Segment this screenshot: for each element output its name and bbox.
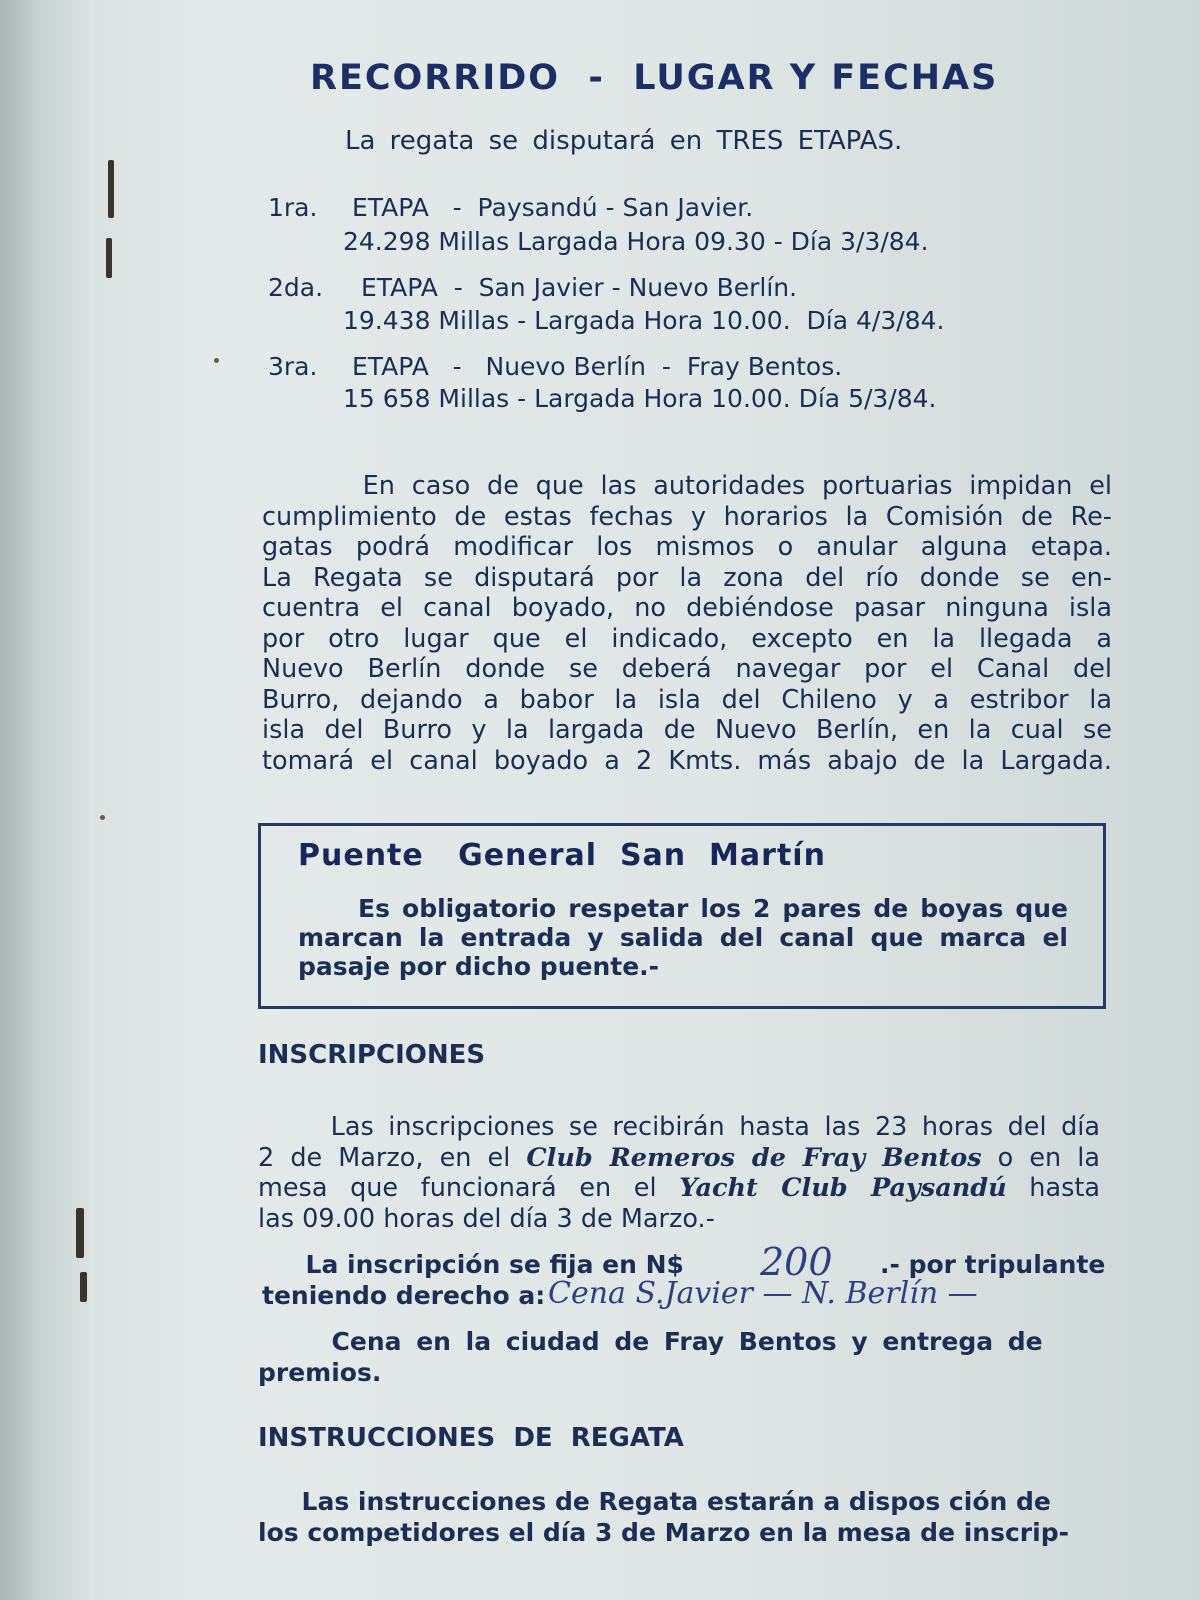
instrucciones-line: los competidores el día 3 de Marzo en la mesa de inscrip-: [258, 1518, 1069, 1547]
notice-line: pasaje por dicho puente.-: [298, 952, 660, 981]
paragraph-line: En caso de que las autoridades portuarias impidan el: [262, 471, 1112, 501]
stage-2-route: ETAPA - San Javier - Nuevo Berlín.: [361, 273, 798, 302]
inscripciones-heading: INSCRIPCIONES: [258, 1040, 486, 1070]
stage-1-label: 1ra.: [268, 193, 318, 222]
page-title: RECORRIDO - LUGAR Y FECHAS: [310, 58, 999, 98]
stage-3-label: 3ra.: [268, 352, 318, 381]
fee-line-start: La inscripción se fija en N$: [262, 1250, 684, 1279]
paragraph-line: gatas podrá modificar los mismos o anular alguna etapa.: [262, 532, 1112, 562]
paragraph-line: Burro, dejando a babor la isla del Chileno y a estribor la: [262, 684, 1112, 715]
bridge-notice-body: [298, 894, 1068, 981]
paragraph-line: La Regata se disputará por la zona del río donde se en-: [262, 562, 1112, 593]
text-fragment: mesa que funcionará en el: [258, 1173, 680, 1203]
inscripciones-line: las 09.00 horas del día 3 de Marzo.-: [258, 1203, 715, 1234]
inscripciones-line: Las inscripciones se recibirán hasta las 23 horas del día: [258, 1112, 1100, 1142]
handwritten-fee-amount: 200: [760, 1240, 833, 1284]
paragraph-line: cumplimiento de estas fechas y horarios la Comisión de Re-: [262, 501, 1112, 532]
stage-2-details: 19.438 Millas - Largada Hora 10.00. Día 4/3/84.: [343, 306, 945, 335]
instrucciones-heading: INSTRUCCIONES DE REGATA: [258, 1423, 684, 1453]
notice-line: marcan la entrada y salida del canal que marca el: [298, 923, 1068, 952]
yacht-club-name: Yacht Club Paysandú: [679, 1173, 1007, 1203]
stage-3-route: ETAPA - Nuevo Berlín - Fray Bentos.: [352, 352, 843, 381]
dinner-line: Cena en la ciudad de Fray Bentos y entrega de: [258, 1327, 1043, 1356]
fee-line-end: .- por tripulante: [880, 1250, 1106, 1279]
notice-line: Es obligatorio respetar los 2 pares de boyas que: [298, 894, 1068, 923]
handwritten-entitlement: Cena S.Javier — N. Berlín —: [548, 1276, 978, 1311]
entitlement-label: teniendo derecho a:: [262, 1281, 546, 1310]
stage-3-details: 15 658 Millas - Largada Hora 10.00. Día 5/3/84.: [343, 384, 937, 413]
text-fragment: o en la: [981, 1142, 1100, 1173]
inscripciones-paragraph: [258, 1112, 1100, 1234]
intro-text: La regata se disputará en TRES ETAPAS.: [345, 126, 903, 156]
text-fragment: hasta: [1006, 1173, 1100, 1203]
conditions-paragraph: [262, 471, 1112, 776]
inscripciones-line: [258, 1143, 1100, 1174]
paragraph-line: por otro lugar que el indicado, excepto en la llegada a: [262, 623, 1112, 654]
stage-2-label: 2da.: [268, 273, 324, 302]
paragraph-line: tomará el canal boyado a 2 Kmts. más abajo de la Largada.: [262, 745, 1112, 776]
stage-1-route: ETAPA - Paysandú - San Javier.: [352, 193, 754, 222]
instrucciones-line: Las instrucciones de Regata estarán a dispos ción de: [258, 1487, 1051, 1516]
inscripciones-line: [258, 1173, 1100, 1204]
paragraph-line: Nuevo Berlín donde se deberá navegar por el Canal del: [262, 654, 1112, 684]
dinner-line-end: premios.: [258, 1358, 382, 1387]
bridge-notice-title: Puente General San Martín: [298, 838, 826, 873]
paragraph-line: cuentra el canal boyado, no debiéndose pasar ninguna isla: [262, 593, 1112, 623]
stage-1-details: 24.298 Millas Largada Hora 09.30 - Día 3/3/84.: [343, 227, 929, 256]
paragraph-line: isla del Burro y la largada de Nuevo Berlín, en la cual se: [262, 715, 1112, 745]
text-fragment: 2 de Marzo, en el: [258, 1142, 527, 1173]
club-remeros-name: Club Remeros de Fray Bentos: [526, 1142, 982, 1173]
